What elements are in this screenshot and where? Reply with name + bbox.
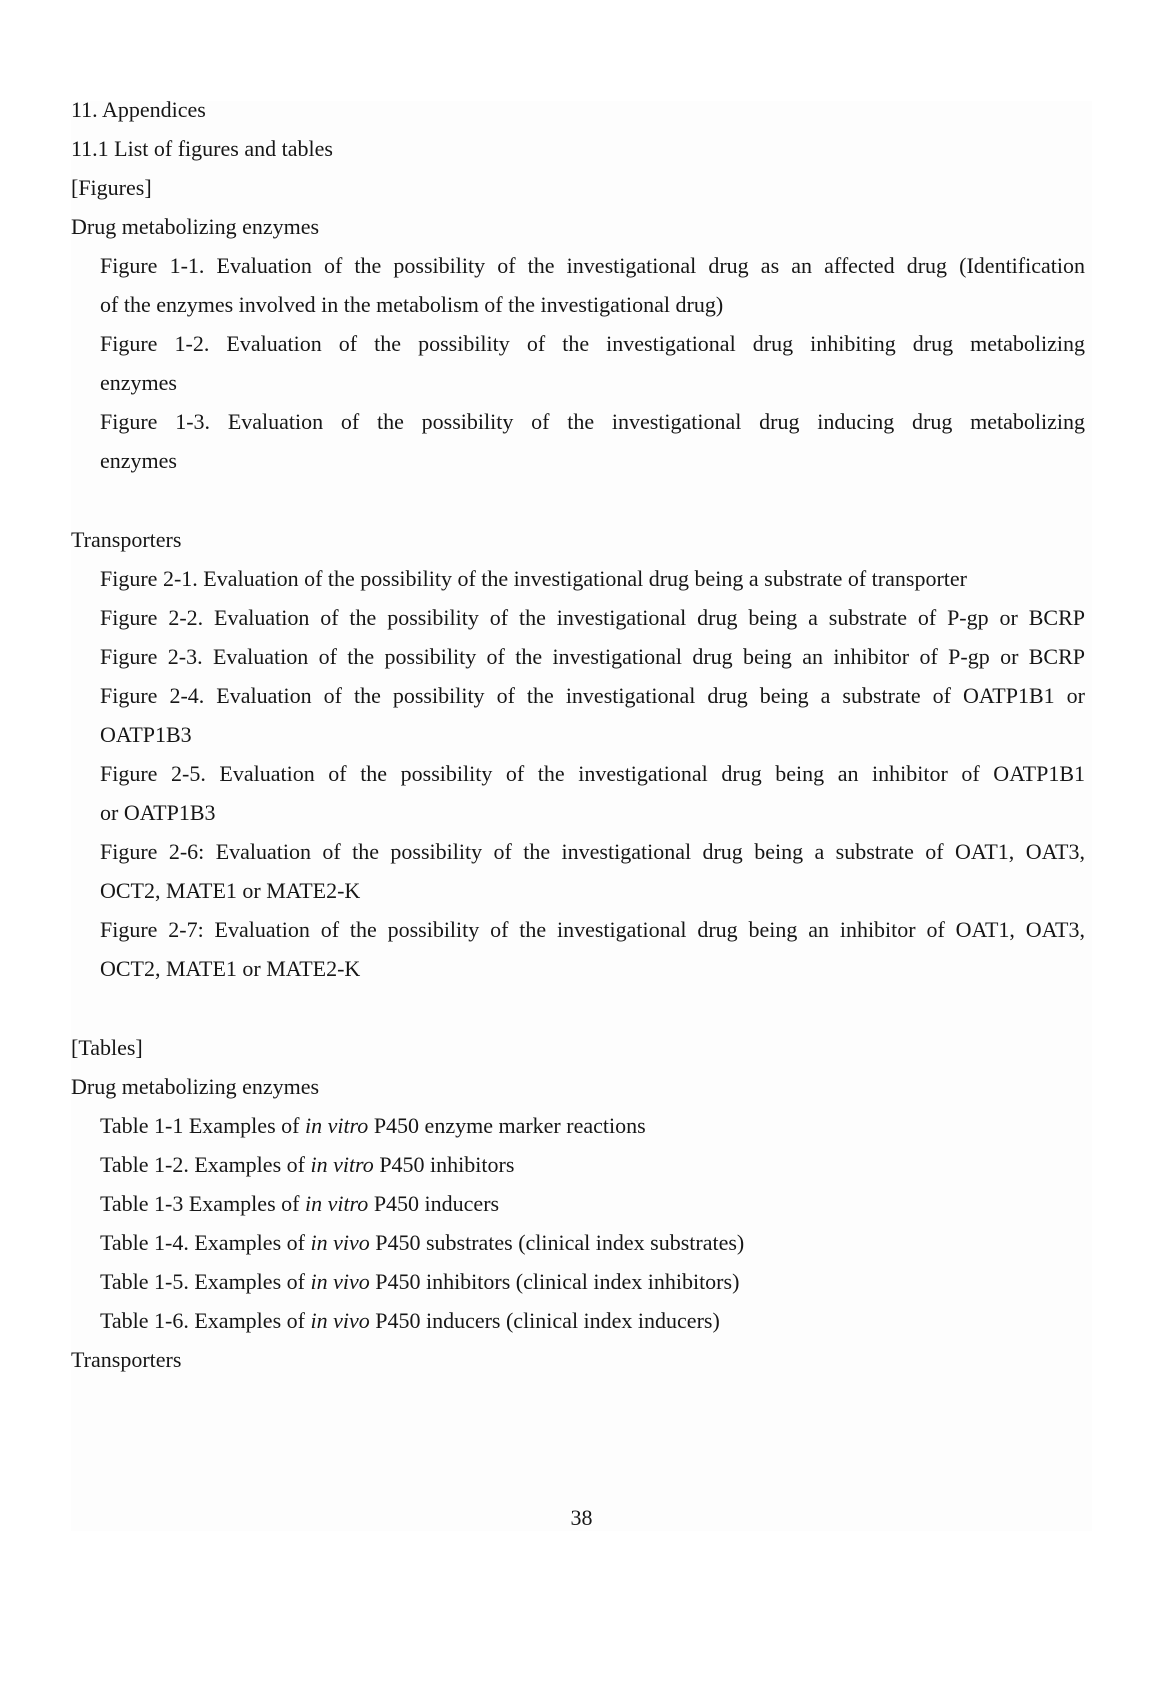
figure-2-3: Figure 2-3. Evaluation of the possibility of the investigational drug being an inhibitor of P-gp or BCRP xyxy=(100,644,1085,669)
figure-1-1-line1: Figure 1-1. Evaluation of the possibility of the investigational drug as an affected drug (Identification xyxy=(100,253,1085,278)
figures-dme-title: Drug metabolizing enzymes xyxy=(71,214,320,239)
figure-2-5-line1: Figure 2-5. Evaluation of the possibility of the investigational drug being an inhibitor of OATP1B1 xyxy=(100,761,1085,786)
tables-label: [Tables] xyxy=(71,1035,143,1060)
table-1-2-suffix: P450 inhibitors xyxy=(373,1152,515,1177)
table-1-4-suffix: P450 substrates (clinical index substrates) xyxy=(369,1230,745,1255)
table-1-5-prefix: Table 1-5. Examples of xyxy=(100,1269,311,1294)
figure-1-3-line1: Figure 1-3. Evaluation of the possibility of the investigational drug inducing drug metabolizing xyxy=(100,409,1085,434)
table-1-1-suffix: P450 enzyme marker reactions xyxy=(368,1113,646,1138)
figure-1-1-line2: of the enzymes involved in the metabolism of the investigational drug) xyxy=(100,292,724,317)
table-1-4-italic: in vivo xyxy=(310,1230,370,1255)
table-1-2-italic: in vitro xyxy=(310,1152,374,1177)
table-1-1-prefix: Table 1-1 Examples of xyxy=(100,1113,305,1138)
figure-2-1: Figure 2-1. Evaluation of the possibility of the investigational drug being a substrate of transporter xyxy=(100,566,967,591)
figure-2-6-line2: OCT2, MATE1 or MATE2-K xyxy=(100,878,361,903)
figure-2-2: Figure 2-2. Evaluation of the possibility of the investigational drug being a substrate of P-gp or BCRP xyxy=(100,605,1085,630)
figure-1-2-line1: Figure 1-2. Evaluation of the possibility of the investigational drug inhibiting drug metabolizing xyxy=(100,331,1085,356)
figure-2-7-line2: OCT2, MATE1 or MATE2-K xyxy=(100,956,361,981)
table-1-2-prefix: Table 1-2. Examples of xyxy=(100,1152,311,1177)
table-1-6-prefix: Table 1-6. Examples of xyxy=(100,1308,311,1333)
figure-2-4-line2: OATP1B3 xyxy=(100,722,192,747)
table-1-2 xyxy=(100,1150,514,1180)
table-1-6-italic: in vivo xyxy=(310,1308,370,1333)
figure-2-5-line2: or OATP1B3 xyxy=(100,800,216,825)
figures-transporters-title: Transporters xyxy=(71,527,182,552)
figure-2-7-line1: Figure 2-7: Evaluation of the possibility of the investigational drug being an inhibitor of OAT1, OAT3, xyxy=(100,917,1085,942)
figure-2-4-line1: Figure 2-4. Evaluation of the possibility of the investigational drug being a substrate of OATP1B1 or xyxy=(100,683,1085,708)
table-1-1-italic: in vitro xyxy=(304,1113,369,1138)
table-1-1 xyxy=(100,1111,646,1141)
table-1-3 xyxy=(100,1189,499,1219)
table-1-6 xyxy=(100,1306,720,1336)
document-page xyxy=(71,97,1092,1531)
tables-transporters-title: Transporters xyxy=(71,1347,182,1372)
page-number: 38 xyxy=(570,1505,593,1530)
figures-label: [Figures] xyxy=(71,175,152,200)
tables-dme-title: Drug metabolizing enzymes xyxy=(71,1074,320,1099)
figure-1-2-line2: enzymes xyxy=(100,370,177,395)
figure-1-3-line2: enzymes xyxy=(100,448,177,473)
table-1-6-suffix: P450 inducers (clinical index inducers) xyxy=(369,1308,720,1333)
appendices-heading: 11. Appendices xyxy=(71,97,206,122)
list-subheading: 11.1 List of figures and tables xyxy=(71,136,333,161)
table-1-5-suffix: P450 inhibitors (clinical index inhibitors) xyxy=(369,1269,740,1294)
table-1-3-prefix: Table 1-3 Examples of xyxy=(100,1191,305,1216)
table-1-5 xyxy=(100,1267,739,1297)
figure-2-6-line1: Figure 2-6: Evaluation of the possibility of the investigational drug being a substrate of OAT1, OAT3, xyxy=(100,839,1085,864)
table-1-5-italic: in vivo xyxy=(310,1269,370,1294)
table-1-3-suffix: P450 inducers xyxy=(368,1191,500,1216)
table-1-4-prefix: Table 1-4. Examples of xyxy=(100,1230,311,1255)
table-1-4 xyxy=(100,1228,744,1258)
table-1-3-italic: in vitro xyxy=(304,1191,369,1216)
